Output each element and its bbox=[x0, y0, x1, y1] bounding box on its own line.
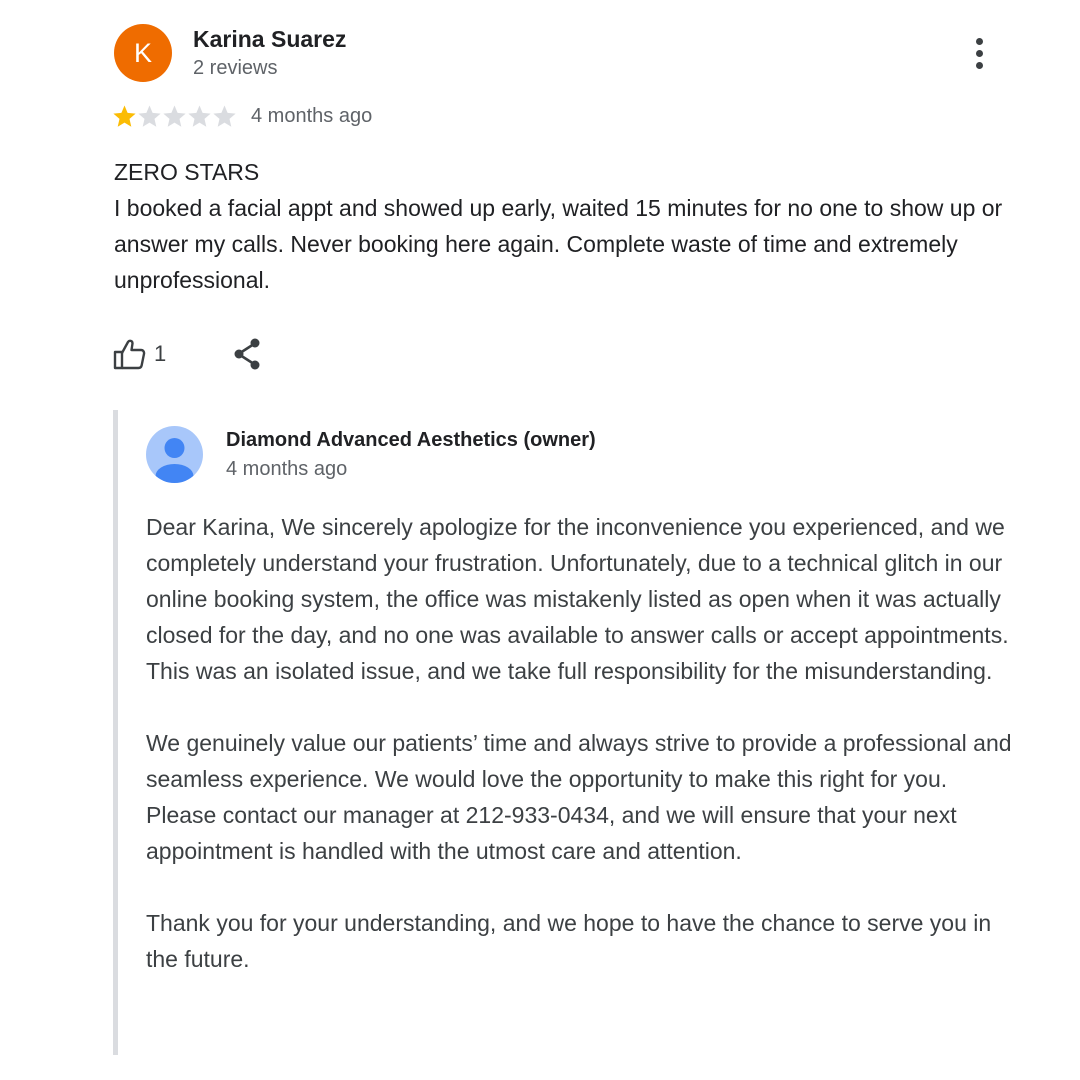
share-icon[interactable] bbox=[229, 336, 265, 372]
star-empty-icon bbox=[212, 104, 237, 129]
review-date: 4 months ago bbox=[251, 105, 373, 127]
star-empty-icon bbox=[162, 104, 187, 129]
more-vert-icon[interactable] bbox=[962, 30, 998, 78]
owner-reply-text bbox=[146, 509, 1016, 977]
star-empty-icon bbox=[137, 104, 162, 129]
reviewer-avatar[interactable]: K bbox=[114, 24, 172, 82]
star-rating bbox=[112, 104, 237, 130]
owner-reply-paragraph: We genuinely value our patients’ time and always strive to provide a professional and seamless experience. We would love the opportunity to make this right for you. Please contact our manager at 212-933-0434, and we will ensure that your next appointment is handled with the utmost care and attention. bbox=[146, 730, 1012, 864]
like-button[interactable] bbox=[112, 334, 166, 374]
owner-reply bbox=[113, 410, 1023, 1055]
star-filled-icon bbox=[112, 104, 137, 129]
review-text-line: I booked a facial appt and showed up early, waited 15 minutes for no one to show up or answer my calls. Never booking here again. Complete waste of time and extremely unprofessional. bbox=[114, 195, 1003, 293]
thumb-up-icon bbox=[112, 338, 146, 370]
owner-reply-paragraph: Dear Karina, We sincerely apologize for the inconvenience you experienced, and we completely understand your frustration. Unfortunately, due to a technical glitch in our online booking system, the office was mistakenly listed as open when it was actually closed for the day, and no one was available to answer calls or accept appointments. This was an isolated issue, and we take full responsibility for the misunderstanding. bbox=[146, 514, 1009, 684]
star-empty-icon bbox=[187, 104, 212, 129]
owner-reply-date: 4 months ago bbox=[226, 458, 348, 480]
reviewer-name[interactable]: Karina Suarez bbox=[193, 26, 347, 52]
like-count: 1 bbox=[154, 341, 167, 366]
reviewer-review-count: 2 reviews bbox=[193, 57, 278, 79]
person-icon bbox=[146, 426, 203, 483]
review-text-line: ZERO STARS bbox=[114, 159, 260, 185]
owner-name[interactable]: Diamond Advanced Aesthetics (owner) bbox=[226, 429, 596, 451]
owner-reply-paragraph: Thank you for your understanding, and we hope to have the chance to serve you in the future. bbox=[146, 910, 992, 972]
review-text bbox=[114, 154, 1014, 298]
